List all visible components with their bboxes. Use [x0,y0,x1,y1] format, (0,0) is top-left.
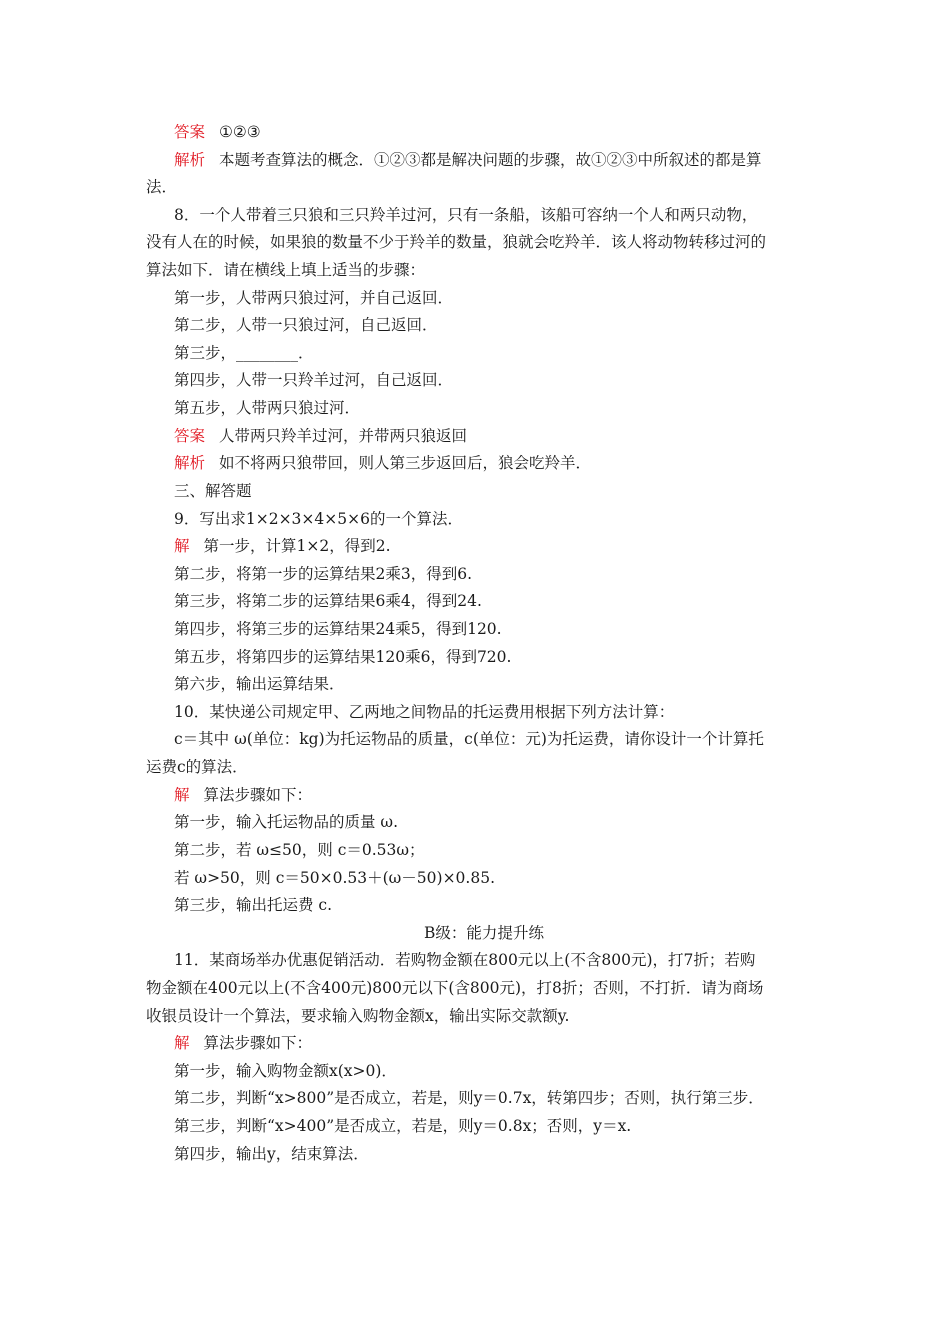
step-line: 第三步，将第二步的运算结果6乘4，得到24. [174,592,482,610]
text-line: 法． [146,178,178,196]
solution-label: 解 [174,537,190,555]
answer-text: 人带两只羚羊过河，并带两只狼返回 [219,427,468,445]
section-heading: 三、解答题 [174,482,252,500]
text-line: 算法如下．请在横线上填上适当的步骤： [146,261,426,279]
answer-line [174,424,850,448]
step-line: 第二步，判断“x>800”是否成立，若是，则y＝0.7x，转第四步；否则，执行第三步． [174,1089,764,1107]
text-line: c＝其中 ω(单位：kg)为托运物品的质量，c(单位：元)为托运费，请你设计一个计算托 [174,730,764,748]
step-line: 第一步，人带两只狼过河，并自己返回． [174,289,454,307]
question-10-line: 10．某快递公司规定甲、乙两地之间物品的托运费用根据下列方法计算： [174,703,675,721]
step-line: 第一步，输入托运物品的质量 ω. [174,813,398,831]
solution-label: 解 [174,786,190,804]
step-line: 第二步，将第一步的运算结果2乘3，得到6. [174,565,473,583]
step-line: 第四步，将第三步的运算结果24乘5，得到120. [174,620,502,638]
answer-label: 答案 [174,427,206,445]
level-heading: B级：能力提升练 [424,924,544,942]
step-line: 第四步，输出y，结束算法． [174,1145,369,1163]
text-line: 收银员设计一个算法，要求输入购物金额x，输出实际交款额y. [146,1007,570,1025]
step-line: 第三步，判断“x>400”是否成立，若是，则y＝0.8x；否则，y＝x. [174,1117,632,1135]
solution-line [174,534,850,558]
step-line: 第二步，若 ω≤50，则 c＝0.53ω； [174,841,425,859]
question-8-line: 8．一个人带着三只狼和三只羚羊过河，只有一条船，该船可容纳一个人和两只动物， [174,206,758,224]
solution-line [174,783,850,807]
question-9-line: 9．写出求1×2×3×4×5×6的一个算法． [174,510,463,528]
analysis-line [174,451,850,475]
question-11-line: 11．某商场举办优惠促销活动．若购物金额在800元以上(不含800元)，打7折；若购 [174,951,756,969]
step-line: 第五步，将第四步的运算结果120乘6，得到720. [174,648,512,666]
solution-text: 算法步骤如下： [203,786,313,804]
answer-text: ①②③ [219,123,261,141]
analysis-label: 解析 [174,151,206,169]
text-line: 运费c的算法． [146,758,248,776]
answer-label: 答案 [174,123,206,141]
step-line: 第三步，输出托运费 c. [174,896,333,914]
solution-text: 算法步骤如下： [203,1034,313,1052]
analysis-line [174,148,850,172]
step-line: 第二步，人带一只狼过河，自己返回． [174,316,438,334]
solution-line [174,1031,850,1055]
text-line: 物金额在400元以上(不含400元)800元以下(含800元)，打8折；否则，不打折．请为商场 [146,979,764,997]
solution-label: 解 [174,1034,190,1052]
solution-text: 第一步，计算1×2，得到2. [203,537,391,555]
step-line: 第四步，人带一只羚羊过河，自己返回． [174,371,454,389]
analysis-text: 本题考查算法的概念．①②③都是解决问题的步骤，故①②③中所叙述的都是算 [219,151,762,169]
answer-line [174,120,850,144]
analysis-label: 解析 [174,454,206,472]
step-line: 若 ω>50，则 c＝50×0.53＋(ω－50)×0.85. [174,869,495,887]
text-line: 没有人在的时候，如果狼的数量不少于羚羊的数量，狼就会吃羚羊．该人将动物转移过河的 [146,233,767,251]
step-line: 第一步，输入购物金额x(x>0)． [174,1062,397,1080]
step-line: 第六步，输出运算结果． [174,675,345,693]
analysis-text: 如不将两只狼带回，则人第三步返回后，狼会吃羚羊． [219,454,592,472]
step-line-blank: 第三步，________． [174,344,314,362]
step-line: 第五步，人带两只狼过河． [174,399,361,417]
